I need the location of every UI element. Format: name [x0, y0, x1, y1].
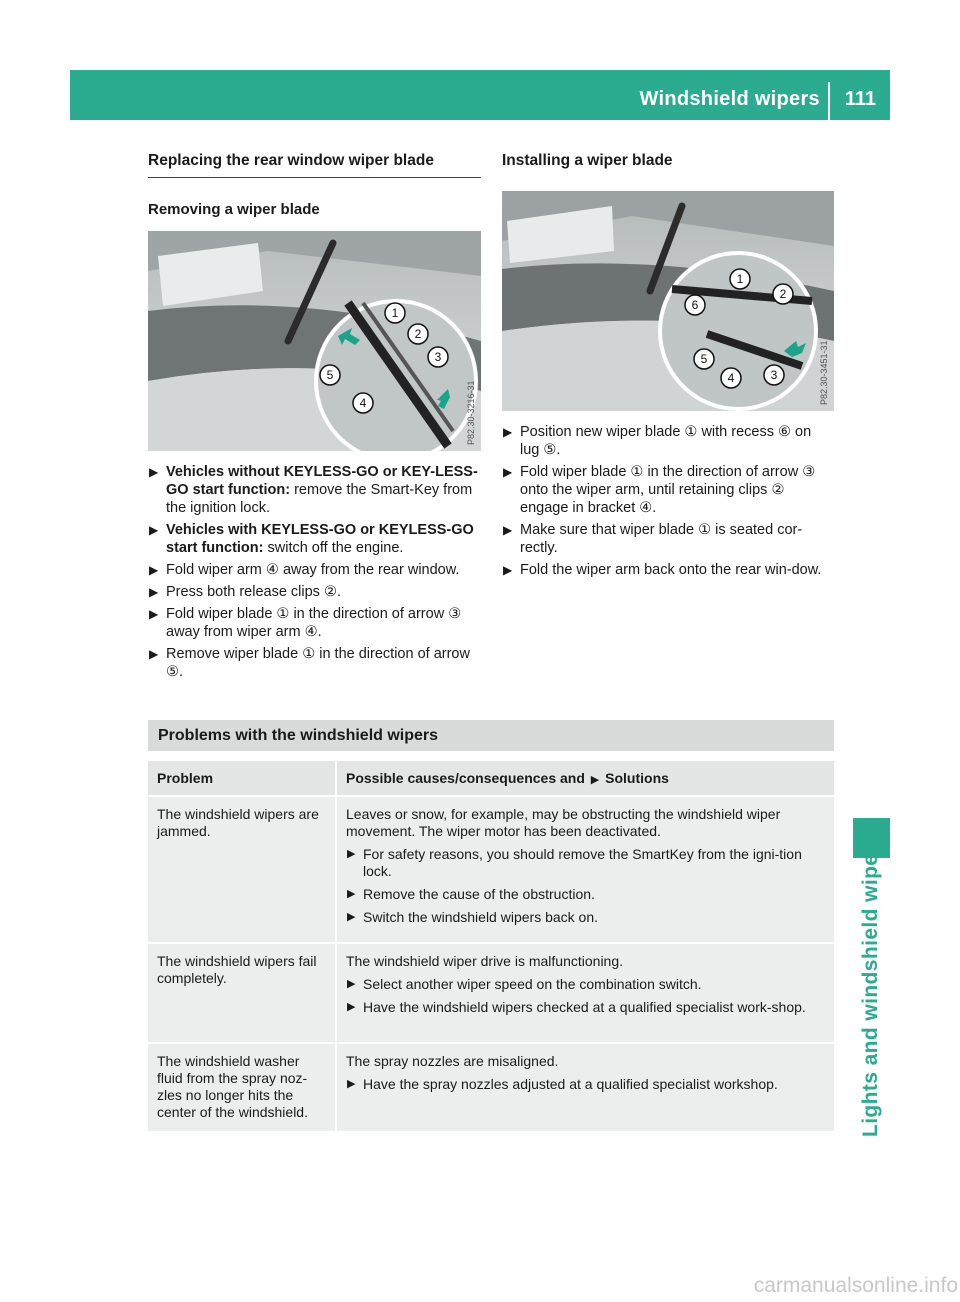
problems-table [148, 720, 834, 1131]
solution-text: Have the spray nozzles adjusted at a qualified specialist workshop. [363, 1076, 778, 1092]
callout-4: 4 [359, 396, 367, 410]
step-arrow-icon: ▶ [503, 465, 513, 479]
table-row [148, 944, 834, 1042]
list-item [346, 1076, 825, 1093]
list-item [346, 909, 825, 926]
solution-cell [337, 797, 834, 942]
left-column [148, 152, 481, 685]
section-title-replacing: Replacing the rear window wiper blade [148, 152, 481, 178]
callout-3: 3 [770, 368, 778, 382]
list-item [148, 561, 481, 579]
page-header [70, 70, 890, 120]
section-title-installing: Installing a wiper blade [502, 152, 673, 169]
installing-steps-list [502, 423, 834, 579]
step-arrow-icon: ▶ [149, 523, 159, 537]
subsection-title-removing: Removing a wiper blade [148, 201, 320, 218]
callout-5: 5 [700, 352, 708, 366]
step-condition: Vehicles with KEYLESS-GO or KEYLESS-GO start function: [166, 522, 474, 556]
step-arrow-icon: ▶ [347, 888, 356, 900]
list-item [346, 999, 825, 1016]
list-item [502, 561, 834, 579]
problem-cell: The windshield wipers fail completely. [148, 944, 335, 1042]
solution-cell [337, 944, 834, 1042]
step-text: Fold wiper blade ① in the direction of arrow ③ onto the wiper arm, until retaining clips ② engage in bracket ④. [520, 464, 816, 516]
cause-text: Leaves or snow, for example, may be obstructing the windshield wiper movement. The wiper motor has been deactivated. [346, 806, 781, 839]
step-text: Fold the wiper arm back onto the rear win-dow. [520, 562, 822, 578]
problem-cell: The windshield wipers are jammed. [148, 797, 335, 942]
list-item [148, 521, 481, 557]
list-item [148, 583, 481, 601]
list-item [346, 846, 825, 880]
callout-2: 2 [779, 287, 787, 301]
list-item [502, 521, 834, 557]
step-text: remove the Smart-Key from the ignition lock. [166, 482, 473, 516]
step-arrow-icon: ▶ [149, 563, 159, 577]
step-arrow-icon: ▶ [347, 911, 356, 923]
step-arrow-icon: ▶ [503, 563, 513, 577]
right-column [502, 152, 834, 583]
step-text: Fold wiper blade ① in the direction of arrow ③ away from wiper arm ④. [166, 606, 462, 640]
step-text: Position new wiper blade ① with recess ⑥ on lug ⑤. [520, 424, 812, 458]
page-number: 111 [844, 88, 876, 110]
table-row [148, 1044, 834, 1131]
list-item [148, 463, 481, 517]
list-item [148, 605, 481, 641]
solution-text: Remove the cause of the obstruction. [363, 886, 595, 902]
solution-text: Have the windshield wipers checked at a qualified specialist work-shop. [363, 999, 806, 1015]
step-arrow-icon: ▶ [503, 425, 513, 439]
figure-installing-wiper-blade [502, 191, 834, 411]
list-item [502, 423, 834, 459]
callout-3: 3 [434, 350, 442, 364]
header-title: Windshield wipers [639, 88, 820, 110]
step-text: Press both release clips ②. [166, 584, 341, 600]
step-arrow-icon: ▶ [503, 523, 513, 537]
step-arrow-icon: ▶ [149, 607, 159, 621]
callout-5: 5 [326, 368, 334, 382]
table-row [148, 797, 834, 942]
list-item [346, 976, 825, 993]
step-arrow-icon: ▶ [149, 465, 159, 479]
solutions-arrow-icon: ▶ [590, 774, 600, 786]
callout-4: 4 [727, 371, 735, 385]
list-item [148, 645, 481, 681]
figure-removing-wiper-blade [148, 231, 481, 451]
cause-text: The spray nozzles are misaligned. [346, 1053, 559, 1069]
problem-cell: The windshield washer fluid from the spray noz-zles no longer hits the center of the windshield. [148, 1044, 335, 1131]
figure-code-left: P82.30-3216-31 [466, 380, 476, 445]
column-header-causes-text: Possible causes/consequences and [346, 770, 585, 786]
column-header-causes [337, 761, 834, 795]
solutions-list [346, 976, 825, 1016]
step-arrow-icon: ▶ [149, 647, 159, 661]
step-arrow-icon: ▶ [149, 585, 159, 599]
callout-1: 1 [391, 306, 399, 320]
step-text: switch off the engine. [263, 540, 404, 556]
solution-text: Switch the windshield wipers back on. [363, 909, 599, 925]
table-header-row [148, 761, 834, 795]
callout-1: 1 [736, 272, 744, 286]
list-item [346, 886, 825, 903]
chapter-side-label-text: Lights and windshield wipers [859, 832, 882, 1138]
step-condition: Vehicles without KEYLESS-GO or KEY-LESS-GO start function: [166, 464, 478, 498]
solution-cell [337, 1044, 834, 1131]
callout-2: 2 [414, 327, 422, 341]
list-item [502, 463, 834, 517]
step-text: Make sure that wiper blade ① is seated cor-rectly. [520, 522, 803, 556]
header-divider [828, 82, 830, 120]
step-text: Fold wiper arm ④ away from the rear window. [166, 562, 460, 578]
step-arrow-icon: ▶ [347, 978, 356, 990]
column-header-problem: Problem [148, 761, 335, 795]
solution-text: Select another wiper speed on the combination switch. [363, 976, 702, 992]
step-arrow-icon: ▶ [347, 848, 356, 860]
removing-steps-list [148, 463, 481, 681]
watermark: carmanualsonline.info [753, 1274, 958, 1297]
solutions-list [346, 846, 825, 926]
figure-code-right: P82.30-3451-31 [819, 340, 829, 405]
cause-text: The windshield wiper drive is malfunctioning. [346, 953, 624, 969]
solutions-list [346, 1076, 825, 1093]
column-header-solutions-text: Solutions [605, 770, 669, 786]
solution-text: For safety reasons, you should remove the SmartKey from the igni-tion lock. [363, 846, 802, 879]
callout-6: 6 [691, 298, 699, 312]
step-arrow-icon: ▶ [347, 1001, 356, 1013]
step-text: Remove wiper blade ① in the direction of arrow ⑤. [166, 646, 470, 680]
step-arrow-icon: ▶ [347, 1078, 356, 1090]
table-heading: Problems with the windshield wipers [148, 720, 834, 751]
